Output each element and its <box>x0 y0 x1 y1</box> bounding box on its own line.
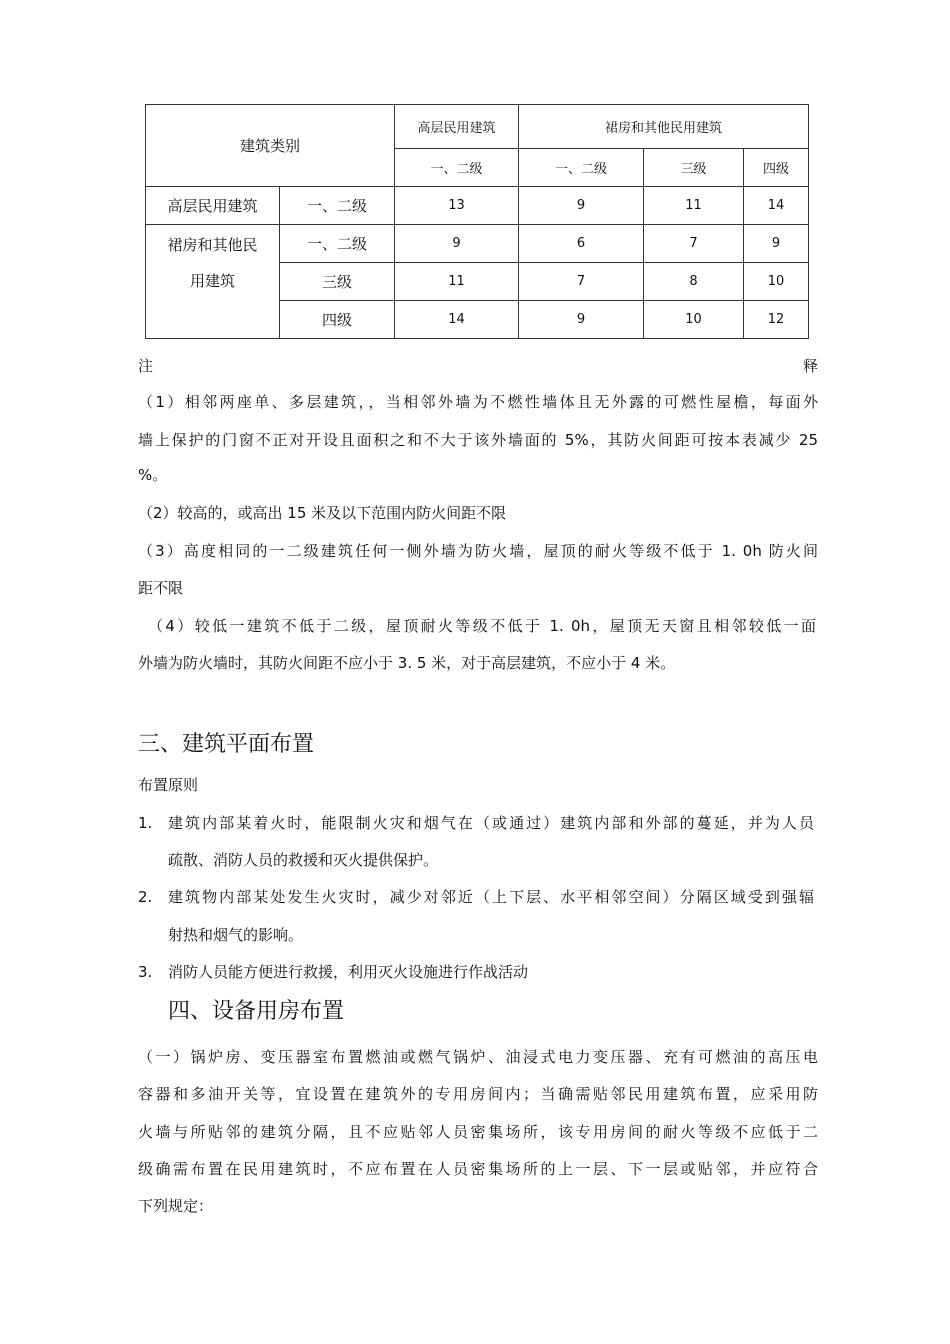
table-cell: 8 <box>644 263 744 301</box>
header-high-rise: 高层民用建筑 <box>395 105 519 149</box>
row-level: 一、二级 <box>280 225 395 263</box>
notes-title-right: 释 <box>802 357 818 375</box>
table-cell: 11 <box>644 187 744 225</box>
item-2-line-2: 射热和烟气的影响。 <box>168 926 304 944</box>
header-sub-podium-level3: 三级 <box>644 149 744 187</box>
table-cell: 9 <box>519 301 644 339</box>
table-cell: 7 <box>519 263 644 301</box>
item-1-number: 1. <box>138 814 153 832</box>
table-cell: 14 <box>744 187 809 225</box>
item-2-line-1: 建筑物内部某处发生火灾时，减少对邻近（上下层、水平相邻空间）分隔区域受到强辐 <box>168 888 814 906</box>
row-category-line2: 用建筑 <box>189 272 235 290</box>
section-4-para-line-2: 容器和多油开关等，宜设置在建筑外的专用房间内；当确需贴邻民用建筑布置，应采用防 <box>138 1085 818 1103</box>
notes-title <box>138 355 818 375</box>
item-2-number: 2. <box>138 888 153 906</box>
item-3-line-1: 消防人员能方便进行救援，利用灭火设施进行作战活动 <box>168 963 529 981</box>
header-building-type: 建筑类别 <box>146 105 395 187</box>
table-cell: 7 <box>644 225 744 263</box>
row-category: 高层民用建筑 <box>146 187 280 225</box>
item-1-line-1: 建筑内部某着火时，能限制火灾和烟气在（或通过）建筑内部和外部的蔓延，并为人员 <box>168 814 814 832</box>
note-1-line-3: %。 <box>138 466 168 484</box>
note-1-line-2: 墙上保护的门窗不正对开设且面积之和不大于该外墙面的 5%，其防火间距可按本表减少 25 <box>138 431 818 449</box>
table-cell: 11 <box>395 263 519 301</box>
note-3-line-2: 距不限 <box>138 579 184 597</box>
header-podium-other: 裙房和其他民用建筑 <box>519 105 809 149</box>
item-1-line-2: 疏散、消防人员的救援和灭火提供保护。 <box>168 851 439 869</box>
note-4-line-2: 外墙为防火墙时，其防火间距不应小于 3. 5 米，对于高层建筑，不应小于 4 米。 <box>138 654 676 672</box>
note-1-line-1: （1）相邻两座单、多层建筑，，当相邻外墙为不燃性墙体且无外露的可燃性屋檐，每面外 <box>138 393 818 411</box>
table-row <box>146 225 809 263</box>
section-4-para-line-3: 火墙与所贴邻的建筑分隔，且不应贴邻人员密集场所，该专用房间的耐火等级不应低于二 <box>138 1123 818 1141</box>
row-level: 四级 <box>280 301 395 339</box>
section-4-heading: 四、设备用房布置 <box>168 999 345 1024</box>
header-sub-high-level12: 一、二级 <box>395 149 519 187</box>
note-2: （2）较高的，或高出 15 米及以下范围内防火间距不限 <box>138 504 507 522</box>
table-cell: 10 <box>644 301 744 339</box>
fire-spacing-table <box>145 104 809 339</box>
note-4-line-1: （4）较低一建筑不低于二级，屋顶耐火等级不低于 1. 0h，屋顶无天窗且相邻较低一面 <box>148 617 816 635</box>
table-cell: 10 <box>744 263 809 301</box>
table-cell: 9 <box>395 225 519 263</box>
table-cell: 9 <box>744 225 809 263</box>
row-level: 三级 <box>280 263 395 301</box>
header-sub-podium-level12: 一、二级 <box>519 149 644 187</box>
table-cell: 6 <box>519 225 644 263</box>
table-cell: 12 <box>744 301 809 339</box>
row-category-podium <box>146 225 280 339</box>
section-4-para-line-5: 下列规定： <box>138 1197 214 1215</box>
row-level: 一、二级 <box>280 187 395 225</box>
table-cell: 14 <box>395 301 519 339</box>
section-3-subheading: 布置原则 <box>138 776 199 794</box>
table-cell: 9 <box>519 187 644 225</box>
row-category-line1: 裙房和其他民 <box>167 236 258 254</box>
section-4-para-line-4: 级确需布置在民用建筑时，不应布置在人员密集场所的上一层、下一层或贴邻，并应符合 <box>138 1160 818 1178</box>
table-cell: 13 <box>395 187 519 225</box>
section-3-heading: 三、建筑平面布置 <box>138 732 315 757</box>
notes-title-left: 注 <box>138 357 154 375</box>
section-4-para-line-1: （一）锅炉房、变压器室布置燃油或燃气锅炉、油浸式电力变压器、充有可燃油的高压电 <box>138 1048 818 1066</box>
header-sub-podium-level4: 四级 <box>744 149 809 187</box>
item-3-number: 3. <box>138 963 153 981</box>
note-3-line-1: （3）高度相同的一二级建筑任何一侧外墙为防火墙，屋顶的耐火等级不低于 1. 0h 防火间 <box>138 542 818 560</box>
table-row <box>146 187 809 225</box>
